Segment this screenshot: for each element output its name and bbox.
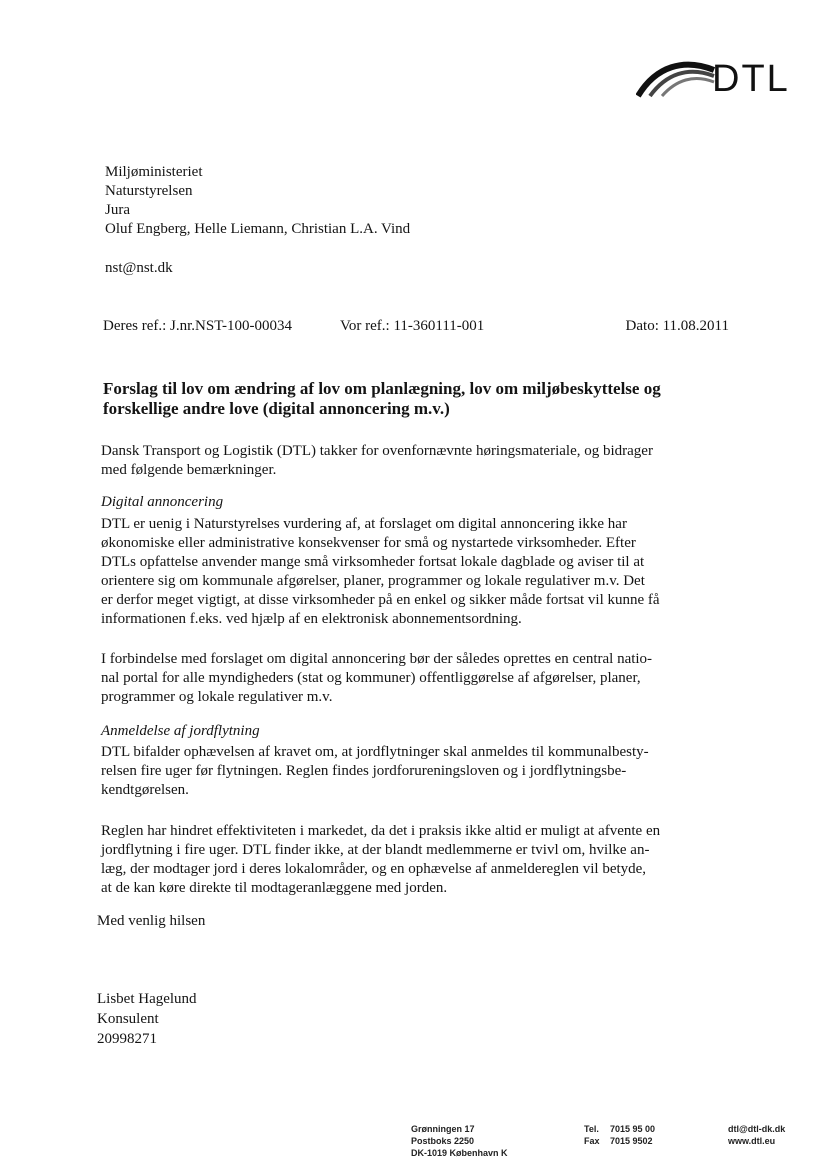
signature-name: Lisbet Hagelund [97,991,197,1007]
recipient-address [105,163,410,239]
dtl-swoosh-icon [636,52,716,100]
closing: Med venlig hilsen [97,913,206,929]
paragraph [101,822,731,898]
text-line: med følgende bemærkninger. [101,462,277,478]
footer-city: DK-1019 København K [411,1148,508,1158]
intro-paragraph [101,442,731,480]
deres-ref: Deres ref.: J.nr.NST-100-00034 [103,318,293,334]
text-line: jordflytning i fire uger. DTL finder ikke, at der blandt medlemmerne er tvivl om, hvilke an- [101,842,650,858]
text-line: kendtgørelsen. [101,782,189,798]
text-line: orientere sig om kommunale afgørelser, planer, programmer og lokale regulativer m.v. Det [101,573,645,589]
signature-block [97,989,197,1049]
footer-email: dtl@dtl-dk.dk [728,1124,786,1134]
text-line: er derfor meget vigtigt, at disse virksomheder på en enkel og sikker måde fortsat vil kunne få [101,592,660,608]
text-line: DTL bifalder ophævelsen af kravet om, at jordflytninger skal anmeldes til kommunalbesty- [101,744,649,760]
tel-number: 7015 95 00 [610,1124,656,1134]
footer-address [411,1123,508,1159]
title-line: Forslag til lov om ændring af lov om planlægning, lov om miljøbeskyttelse og [103,379,661,398]
paragraph [101,650,731,707]
logo-text: DTL [712,58,790,100]
tel-label: Tel. [584,1124,599,1134]
fax-label: Fax [584,1136,600,1146]
footer-street: Grønningen 17 [411,1124,475,1134]
letter-title [103,379,743,419]
footer-web: www.dtl.eu [728,1136,776,1146]
footer-contact [728,1123,785,1147]
text-line: DTL er uenig i Naturstyrelses vurdering af, at forslaget om digital annoncering ikke har [101,516,627,532]
text-line: programmer og lokale regulativer m.v. [101,689,333,705]
text-line: læg, der modtager jord i deres lokalområder, og en ophævelse af anmeldereglen vil betyde, [101,861,647,877]
reference-line [103,318,729,335]
dtl-logo [636,52,796,100]
text-line: at de kan køre direkte til modtageranlæggene med jorden. [101,880,448,896]
text-line: informationen f.eks. ved hjælp af en elektronisk abonnementsordning. [101,611,522,627]
fax-number: 7015 9502 [610,1136,653,1146]
recipient-line: Jura [105,202,130,218]
recipient-email: nst@nst.dk [105,260,173,276]
footer-box: Postboks 2250 [411,1136,475,1146]
recipient-line: Oluf Engberg, Helle Liemann, Christian L.A. Vind [105,221,411,237]
text-line: Reglen har hindret effektiviteten i markedet, da det i praksis ikke altid er muligt at afvente en [101,823,661,839]
recipient-line: Naturstyrelsen [105,183,193,199]
recipient-line: Miljøministeriet [105,164,203,180]
text-line: nal portal for alle myndigheders (stat og kommuner) offentliggørelse af afgørelser, planer, [101,670,641,686]
text-line: DTLs opfattelse anvender mange små virksomheder fortsat lokale dagblade og aviser til at [101,554,645,570]
footer-phone [584,1123,655,1147]
title-line: forskellige andre love (digital annoncering m.v.) [103,399,450,418]
text-line: Dansk Transport og Logistik (DTL) takker for ovenfornævnte høringsmateriale, og bidrager [101,443,653,459]
text-line: I forbindelse med forslaget om digital annoncering bør der således oprettes en central natio- [101,651,653,667]
paragraph [101,515,731,629]
vor-ref: Vor ref.: 11-360111-001 [340,318,485,334]
section-heading-jordflytning: Anmeldelse af jordflytning [101,723,260,739]
text-line: relsen fire uger før flytningen. Reglen findes jordforureningsloven og i jordflytningsbe- [101,763,627,779]
signature-phone: 20998271 [97,1031,157,1047]
section-heading-digital: Digital annoncering [101,494,224,510]
text-line: økonomiske eller administrative konsekvenser for små og nystartede virksomheder. Efter [101,535,636,551]
signature-title: Konsulent [97,1011,159,1027]
date: Dato: 11.08.2011 [625,318,729,334]
paragraph [101,743,731,800]
